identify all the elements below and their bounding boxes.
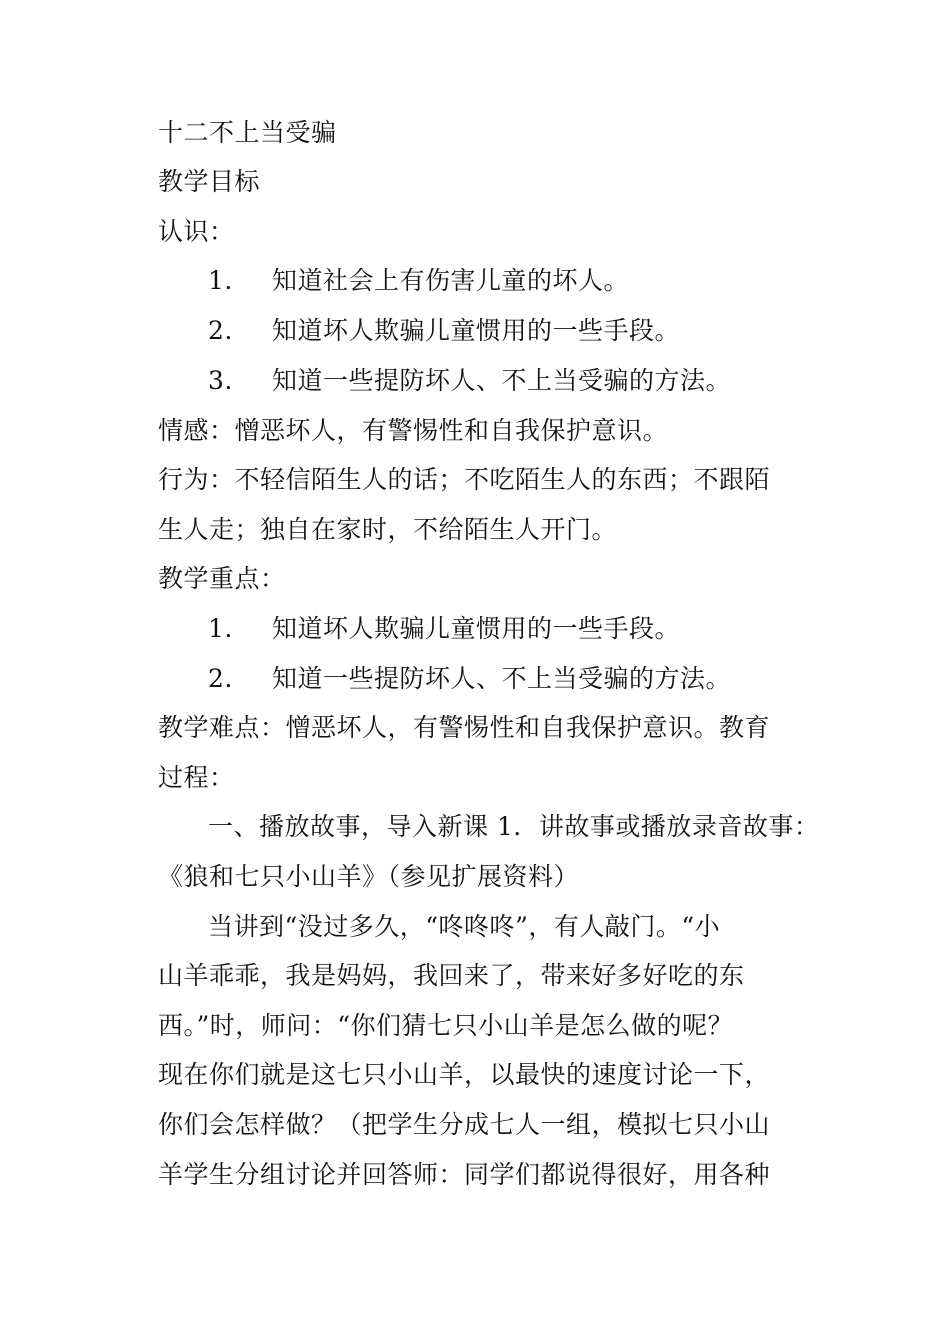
difficulty-line: 教学难点：憎恶坏人，有警惕性和自我保护意识。教育 <box>158 713 771 742</box>
item-text: 知道坏人欺骗儿童惯用的一些手段。 <box>272 614 681 643</box>
story-paragraph-line: 你们会怎样做？（把学生分成七人一组，模拟七只小山 <box>158 1110 771 1139</box>
item-number: 3. <box>208 366 233 395</box>
document-title: 十二不上当受骗 <box>158 118 337 147</box>
heading-teaching-goals: 教学目标 <box>158 167 261 196</box>
item-number: 1. <box>208 614 233 643</box>
item-text: 知道一些提防坏人、不上当受骗的方法。 <box>272 664 732 693</box>
story-paragraph-line: 山羊乖乖，我是妈妈，我回来了，带来好多好吃的东 <box>158 961 745 990</box>
story-paragraph-line: 当讲到“没过多久，“咚咚咚”，有人敲门。“小 <box>208 912 721 941</box>
process-line: 一、播放故事，导入新课 1．讲故事或播放录音故事： <box>208 812 820 841</box>
cognition-label: 认识： <box>158 217 235 246</box>
item-text: 知道一些提防坏人、不上当受骗的方法。 <box>272 366 732 395</box>
cognition-item <box>208 316 680 346</box>
difficulty-line: 过程： <box>158 763 235 792</box>
cognition-item <box>208 366 731 396</box>
key-point-item <box>208 614 680 644</box>
cognition-item <box>208 266 629 296</box>
item-text: 知道社会上有伤害儿童的坏人。 <box>272 266 630 295</box>
process-line: 《狼和七只小山羊》（参见扩展资料） <box>158 862 580 891</box>
item-number: 2. <box>208 316 233 345</box>
story-paragraph-line: 羊学生分组讨论并回答师：同学们都说得很好，用各种 <box>158 1160 771 1189</box>
item-text: 知道坏人欺骗儿童惯用的一些手段。 <box>272 316 681 345</box>
story-paragraph-line: 现在你们就是这七只小山羊，以最快的速度讨论一下， <box>158 1060 771 1089</box>
behavior-goal-line: 生人走；独自在家时，不给陌生人开门。 <box>158 515 618 544</box>
emotion-goal: 情感：憎恶坏人，有警惕性和自我保护意识。 <box>158 416 669 445</box>
item-number: 2. <box>208 664 233 693</box>
key-points-label: 教学重点： <box>158 564 286 593</box>
behavior-goal-line: 行为：不轻信陌生人的话；不吃陌生人的东西；不跟陌 <box>158 465 771 494</box>
key-point-item <box>208 664 731 694</box>
story-paragraph-line: 西。”时，师问：“你们猜七只小山羊是怎么做的呢？ <box>158 1011 734 1040</box>
item-number: 1. <box>208 266 233 295</box>
